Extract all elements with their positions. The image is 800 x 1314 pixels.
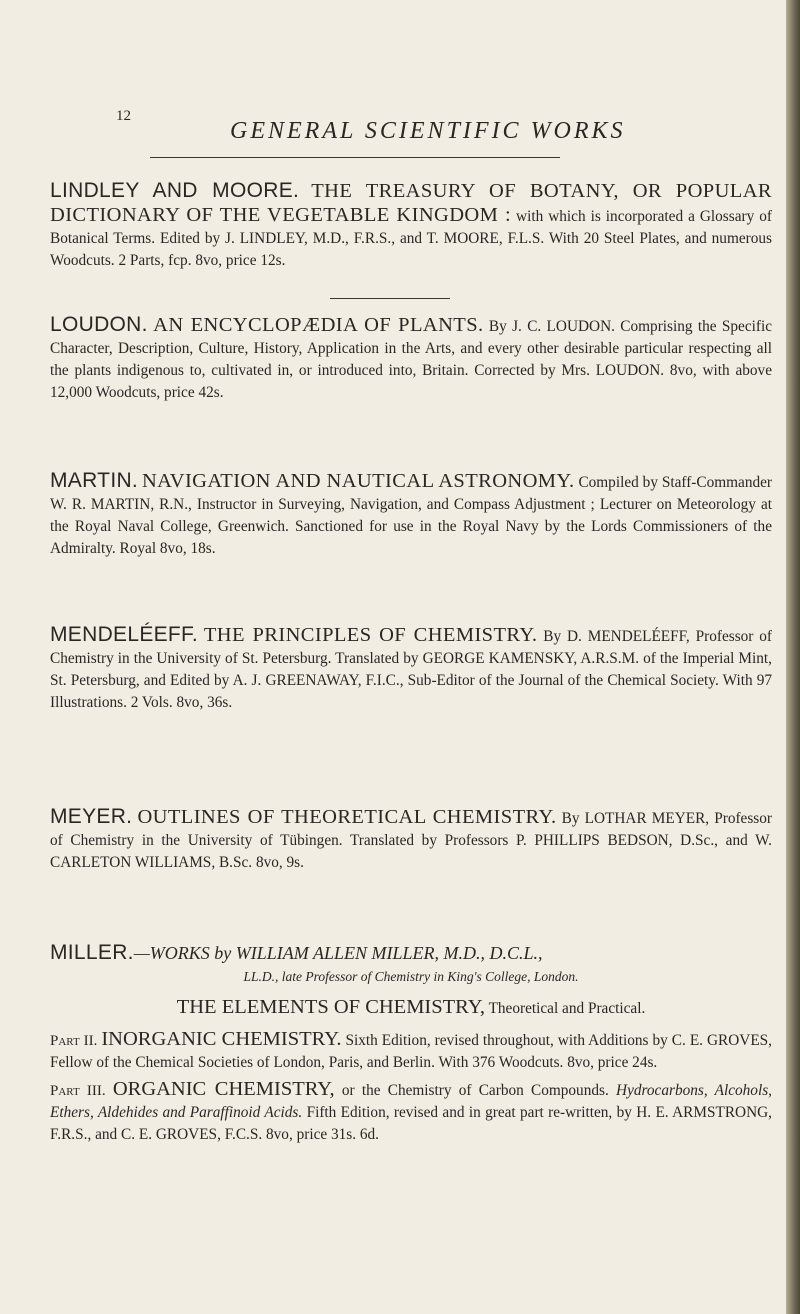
entry-miller xyxy=(50,942,772,1146)
entry-body: By LOTHAR MEYER, Professor of Chemistry in the University of Tübingen. Translated by Professors P. PHILLIPS BEDSON, D.Sc., and W. CARLETON WILLIAMS, B.Sc. 8vo, 9s. xyxy=(50,810,772,871)
miller-works-line: —WORKS by WILLIAM ALLEN MILLER, M.D., D.C.L., xyxy=(133,943,543,963)
entry-separator xyxy=(330,298,450,299)
series-subtitle: Theoretical and Practical. xyxy=(488,1000,646,1017)
entry-author: MARTIN. xyxy=(50,469,139,492)
entry-body: By J. C. LOUDON. Comprising the Specific Character, Description, Culture, History, Application in the Arts, and every other desirable particular respecting all the plants indigenous to, cultivated in, or introduced into, Britain. Corrected by Mrs. LOUDON. 8vo, with above 12,000 Woodcuts, price 42s. xyxy=(50,318,773,401)
part-title: INORGANIC CHEMISTRY. xyxy=(101,1028,342,1050)
entry-text xyxy=(50,314,772,404)
entry-title: NAVIGATION AND NAUTICAL ASTRONOMY. xyxy=(141,470,575,492)
entry-author: MENDELÉEFF. xyxy=(50,623,198,646)
part-title: ORGANIC CHEMISTRY, xyxy=(112,1078,335,1100)
entry-title: AN ENCYCLOPÆDIA OF PLANTS. xyxy=(153,314,484,336)
entry-lindley-moore xyxy=(50,180,772,272)
part-body-pre: or the Chemistry of Carbon Compounds. xyxy=(341,1082,609,1099)
entry-text xyxy=(50,806,772,874)
entry-text xyxy=(50,180,772,272)
head-rule xyxy=(150,157,560,158)
entry-martin xyxy=(50,470,772,560)
miller-credentials-line xyxy=(50,966,772,988)
part-body-post: Fifth Edition, revised and in great part re-written, by H. E. ARMSTRONG, F.R.S., and C. E. GROVES, F.C.S. 8vo, price 31s. 6d. xyxy=(50,1104,773,1143)
miller-credentials: LL.D., late Professor of Chemistry in King's College, London. xyxy=(243,969,579,984)
entry-body: By D. MENDELÉEFF, Professor of Chemistry in the University of St. Petersburg. Translated by GEORGE KAMENSKY, A.R.S.M. of the Imperial Mint, St. Petersburg, and Edited by A. J. GREENAWAY, F.I.C., Sub-Editor of the Journal of the Chemical Society. With 97 Illustrations. 2 Vols. 8vo, 36s. xyxy=(50,628,772,711)
entry-title: THE PRINCIPLES OF CHEMISTRY. xyxy=(203,624,538,646)
part-label: Part III. xyxy=(50,1083,106,1099)
entry-author: LINDLEY AND MOORE. xyxy=(50,179,300,202)
entry-mendeleeff xyxy=(50,624,772,714)
part-body-italic: Hydrocarbons, Alcohols, Ethers, Aldehides and Paraffinoid Acids. xyxy=(50,1082,772,1121)
part-body: Sixth Edition, revised throughout, with Additions by C. E. GROVES, Fellow of the Chemical Societies of London, Paris, and Berlin. With 376 Woodcuts. 8vo, price 24s. xyxy=(50,1032,773,1071)
part-ii xyxy=(50,1026,772,1074)
entry-author: LOUDON. xyxy=(50,313,148,336)
entry-loudon xyxy=(50,314,772,404)
miller-heading xyxy=(50,942,772,966)
entry-meyer xyxy=(50,806,772,874)
entry-title: THE TREASURY OF BOTANY, OR POPULAR DICTIONARY OF THE VEGETABLE KINGDOM : xyxy=(50,180,773,226)
entry-title: OUTLINES OF THEORETICAL CHEMISTRY. xyxy=(137,806,557,828)
entry-author: MILLER. xyxy=(50,941,134,964)
entry-author: MEYER. xyxy=(50,805,133,828)
entry-body: Compiled by Staff-Commander W. R. MARTIN, R.N., Instructor in Surveying, Navigation, and Compass Adjustment ; Lecturer on Meteorology at the Royal Naval College, Greenwich. Sanctioned for use in the Royal Navy by the Lords Commissioners of the Admiralty. Royal 8vo, 18s. xyxy=(50,474,773,557)
entry-body: with which is incorporated a Glossary of Botanical Terms. Edited by J. LINDLEY, M.D., F.R.S., and T. MOORE, F.L.S. With 20 Steel Plates, and numerous Woodcuts. 2 Parts, fcp. 8vo, price 12s. xyxy=(50,208,772,269)
page-edge xyxy=(786,0,800,1314)
entry-text xyxy=(50,624,772,714)
page-number: 12 xyxy=(116,108,131,124)
part-label: Part II. xyxy=(50,1033,98,1049)
running-head: GENERAL SCIENTIFIC WORKS xyxy=(230,118,626,144)
series-heading xyxy=(50,994,772,1020)
entry-text xyxy=(50,470,772,560)
part-iii xyxy=(50,1076,772,1146)
series-title: THE ELEMENTS OF CHEMISTRY, xyxy=(176,996,485,1018)
